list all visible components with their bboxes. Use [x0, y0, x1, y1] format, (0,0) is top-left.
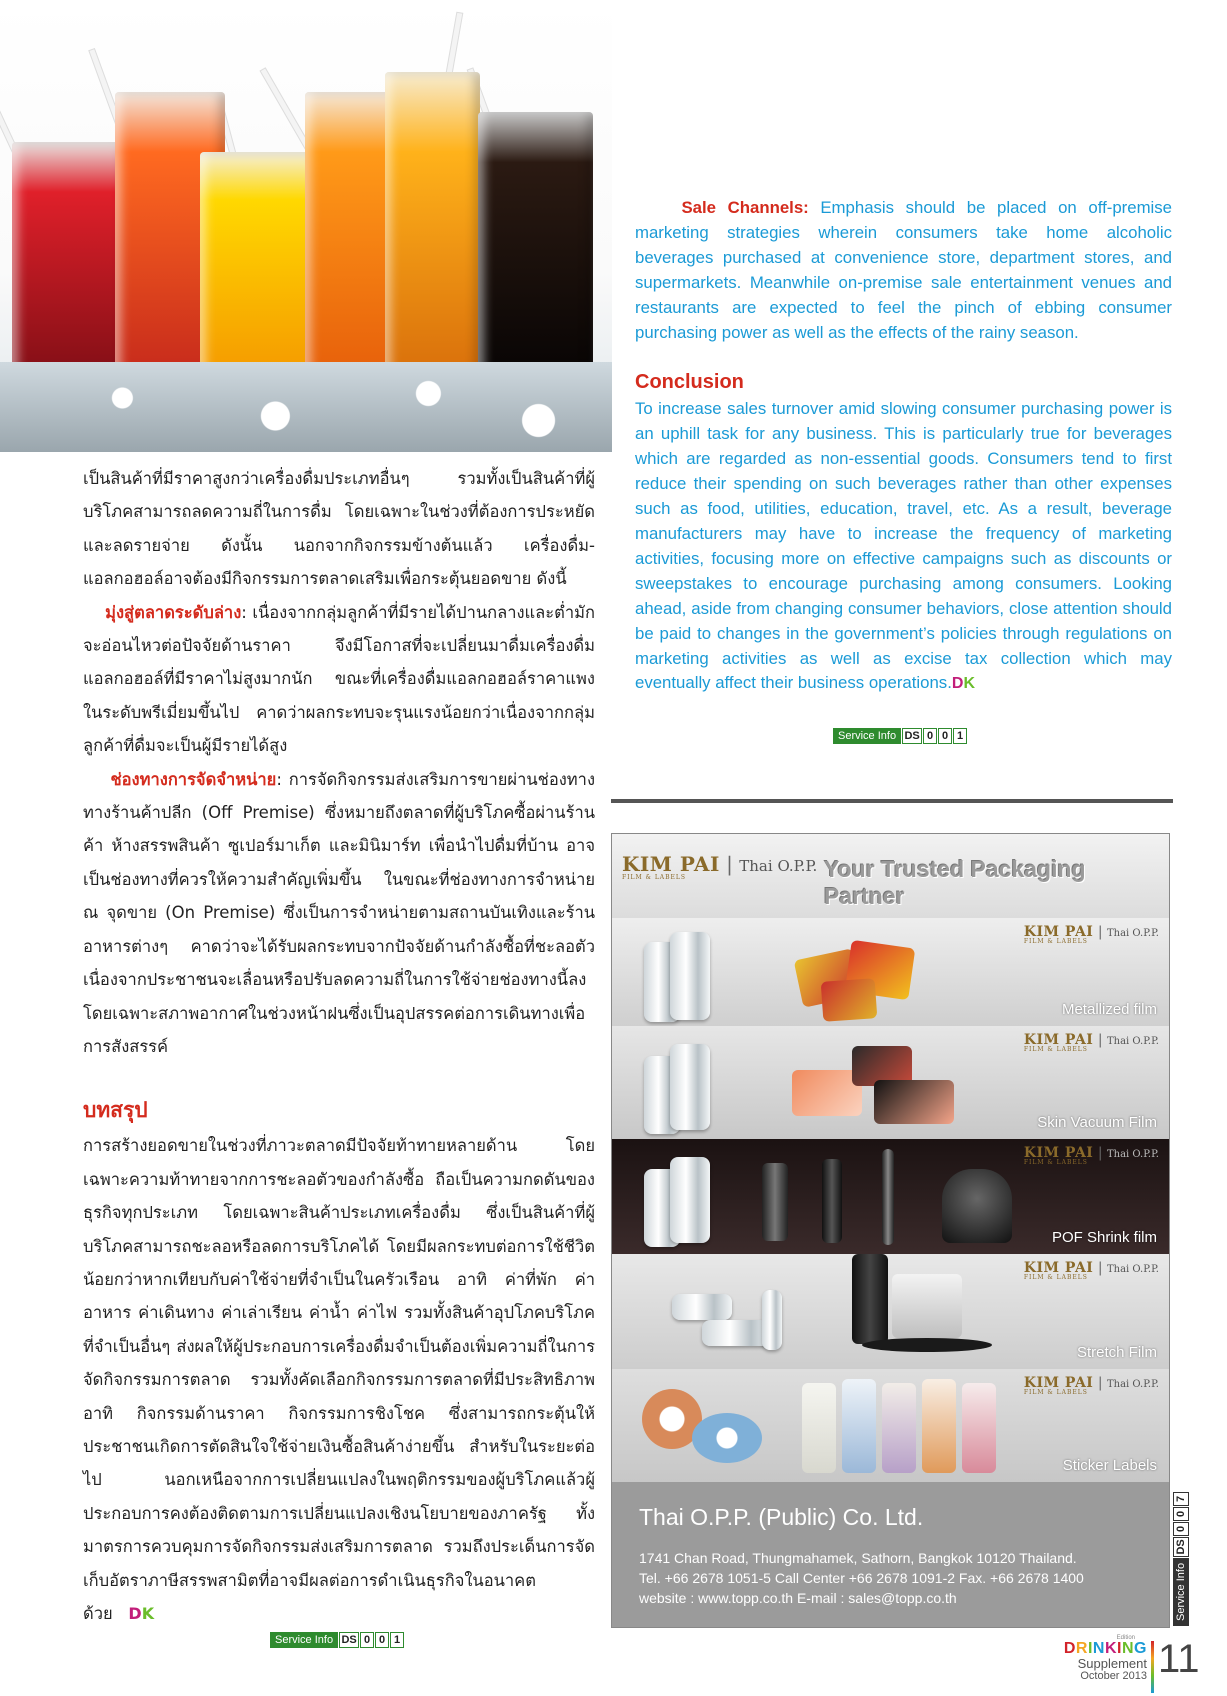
service-info-code: 0 [360, 1632, 374, 1648]
title-letter: D [1063, 1640, 1076, 1657]
edition-label: Edition [1116, 1635, 1135, 1641]
product-band-metallized [612, 918, 1169, 1026]
service-info-code: 1 [390, 1632, 404, 1648]
brand-name: KIM PAI [1023, 1260, 1094, 1276]
ad-contact-footer [612, 1482, 1169, 1627]
label-tube [802, 1383, 836, 1473]
band-brand-logo [1024, 1260, 1159, 1281]
amber-drink-glass [385, 72, 480, 392]
stretch-roll [672, 1294, 732, 1320]
company-web: website : www.topp.co.th E-mail : sales@topp.co.th [639, 1590, 957, 1606]
service-info-code: 0 [1173, 1522, 1189, 1536]
product-name: Skin Vacuum Film [1037, 1114, 1157, 1131]
service-info-code: DS [902, 728, 922, 744]
brand-partner: Thai O.P.P. [1106, 1264, 1159, 1275]
food-tray [874, 1080, 954, 1124]
dk-k: K [141, 1604, 155, 1623]
service-info-badge [270, 1632, 404, 1648]
thai-market-text: : เนื่องจากกลุ่มลูกค้าที่มีรายได้ปานกลางและต่ำมักจะอ่อนไหวต่อปัจจัยด้านราคา จึงมีโอกาสที่จะเปลี่ยนมาดื่มเครื่องดื่มแอลกอฮอล์ที่มีราคาไม่สูงมากนัก ขณะที่เครื่องดื่มแอลกอฮอล์ราคาแพงในระดับพรีเมี่ยมขึ้นไป คาดว่าผลกระทบจะรุนแรงน้อยกว่าเนื่องจากกลุ่มลูกค้าที่ดื่มจะเป็นผู้มีรายได้สูง [83, 602, 595, 756]
service-info-code: 7 [1173, 1492, 1189, 1506]
brand-sub: FILM & LABELS [1023, 1274, 1088, 1281]
title-letter: G [1134, 1640, 1147, 1657]
product-band-sticker-labels [612, 1369, 1169, 1482]
lamp [882, 1149, 894, 1245]
company-phone: Tel. +66 2678 1051-5 Call Center +66 2678 1091-2 Fax. +66 2678 1400 [639, 1570, 1084, 1586]
service-info-badge [833, 728, 967, 744]
title-letter: I [1117, 1640, 1122, 1657]
brand-sub: FILM & LABELS [1023, 938, 1088, 945]
title-letter: I [1087, 1640, 1093, 1657]
service-info-code: DS [1173, 1537, 1189, 1557]
film-roll [670, 1157, 710, 1243]
brand-name: KIM PAI [622, 852, 720, 876]
film-roll [670, 932, 710, 1020]
ad-header [612, 834, 1169, 918]
dome-cover [942, 1169, 1012, 1243]
thai-conclusion-heading: บทสรุป [83, 1098, 148, 1123]
page-number: 11 [1158, 1637, 1200, 1681]
english-conclusion-text: To increase sales turnover amid slowing consumer purchasing power is an uphill task for any business. This is particularly true for beverages which are regarded as non-essential goods. Consumers tend to first reduce their spending on such beverages rather than other expenses such as food, utilities, education, travel, etc. As a result, beverage manufacturers may have to increase the frequency of marketing activities, focusing more on effective campaigns such as discounts or sweepstakes to encourage purchasing among consumers. Looking ahead, aside from changing consumer behaviors, close attention should be paid to changes in the government’s policies through regulations on marketing activities as well as excise tax collection which may eventually affect their business operations. [635, 399, 1172, 693]
thai-market-paragraph [83, 596, 595, 763]
thai-conclusion-text: การสร้างยอดขายในช่วงที่ภาวะตลาดมีปัจจัยท้าทายหลายด้าน โดยเฉพาะความท้าทายจากการชะลอตัวของกำลังซื้อ ถือเป็นความกดดันของธุรกิจทุกประเภท โดยเฉพาะสินค้าประเภทเครื่องดื่ม ซึ่งเป็นสินค้าที่ผู้บริโภคสามารถชะลอหรือลดการบริโภคได้ โดยมีผลกระทบต่อการใช้ชีวิตน้อยกว่าหากเทียบกับค่าใช้จ่ายที่จำเป็นในครัวเรือน อาทิ ค่าที่พัก ค่าอาหาร ค่าเดินทาง ค่าเล่าเรียน ค่าน้ำ ค่าไฟ รวมทั้งสินค้าอุปโภคบริโภคที่จำเป็นอื่นๆ ส่งผลให้ผู้ประกอบการเครื่องดื่มจำเป็นต้องเพิ่มความถี่ในการจัดกิจกรรมการตลาด รวมทั้งคัดเลือกกิจกรรมการตลาดที่มีประสิทธิภาพ อาทิ กิจกรรมด้านราคา กิจกรรมการชิงโชค ซึ่งสามารถกระตุ้นให้ประชาชนเกิดการตัดสินใจใช้จ่ายเงินซื้อสินค้าง่ายขึ้น สำหรับในระยะต่อไป นอกเหนือจากการเปลี่ยนแปลงในพฤติกรรมของผู้บริโภคแล้วผู้ประกอบการคงต้องติดตามการเปลี่ยนแปลงเชิงนโยบายของภาครัฐ ทั้งมาตรการควบคุมการจัดกิจกรรมส่งเสริมการตลาด รวมถึงประเด็นการจัดเก็บอัตราภาษีสรรพสามิตที่อาจมีผลต่อการดำเนินธุรกิจในอนาคตด้วย [83, 1136, 595, 1623]
service-info-code: DS [339, 1632, 359, 1648]
service-info-label: Service Info [1173, 1558, 1189, 1626]
brand-partner: Thai O.P.P. [1106, 928, 1159, 939]
brand-separator: | [1097, 1260, 1103, 1276]
brand-separator: | [1097, 1145, 1103, 1161]
turntable [862, 1338, 992, 1352]
brand-name: KIM PAI [1023, 1375, 1094, 1391]
title-letter: N [1092, 1640, 1105, 1657]
title-letter: R [1075, 1640, 1088, 1657]
thai-market-heading: มุ่งสู่ตลาดระดับล่าง [105, 602, 242, 622]
thai-conclusion-paragraph [83, 1129, 595, 1630]
label-tube [882, 1383, 916, 1473]
section-divider [611, 799, 1173, 803]
footer-color-bar [1151, 1641, 1154, 1693]
english-sale-text: Emphasis should be placed on off-premise marketing strategies wherein consumers take home alcoholic beverages purchased at convenience store, department stores, and supermarkets. Meanwhile on-premise sale entertainment venues and restaurants are expected to feel the pinch of ebbing consumer purchasing power as well as the effects of the rainy season. [635, 198, 1173, 342]
thai-channel-text: : การจัดกิจกรรมส่งเสริมการขายผ่านช่องทางทางร้านค้าปลีก (Off Premise) ซึ่งหมายถึงตลาดที่ผู้บริโภคซื้อผ่านร้านค้า ห้างสรรพสินค้า ซูเปอร์มาเก็ต และมินิมาร์ท เพื่อนำไปดื่มที่บ้าน อาจเป็นช่องทางที่ควรให้ความสำคัญเพิ่มขึ้น ในขณะที่ช่องทางการจำหน่าย ณ จุดขาย (On Premise) ซึ่งเป็นการจำหน่ายตามสถานบันเทิงและร้านอาหารต่างๆ คาดว่าจะได้รับผลกระทบจากปัจจัยด้านกำลังซื้อที่ชะลอตัว เนื่องจากประชาชนจะเลื่อนหรือปรับลดความถี่ในการใช้จ่ายช่องทางนี้ลง โดยเฉพาะสภาพอากาศในช่วงหน้าฝนซึ่งเป็นอุปสรรคต่อการเดินทางเพื่อการสังสรรค์ [83, 769, 595, 1056]
english-conclusion-heading: Conclusion [635, 371, 744, 394]
service-info-code: 0 [375, 1632, 389, 1648]
publication-logo [1047, 1635, 1147, 1683]
brand-name: KIM PAI [1023, 1145, 1094, 1161]
brand-name: KIM PAI [1023, 924, 1094, 940]
publication-date: October 2013 [1080, 1670, 1147, 1682]
product-band-pof-shrink [612, 1139, 1169, 1254]
company-address: 1741 Chan Road, Thungmahamek, Sathorn, Bangkok 10120 Thailand. [639, 1550, 1077, 1566]
brand-separator: | [1097, 1375, 1103, 1391]
service-info-code: 0 [923, 728, 937, 744]
drinks-photo [0, 0, 612, 452]
brand-separator: | [1097, 1032, 1103, 1048]
service-info-badge [1173, 1486, 1189, 1626]
title-letter: K [1104, 1640, 1118, 1657]
label-tube [922, 1379, 956, 1473]
product-name: POF Shrink film [1051, 1229, 1157, 1246]
publication-subtitle: Supplement [1077, 1656, 1147, 1671]
spray-bottle [762, 1163, 788, 1241]
brand-name: KIM PAI [1023, 1032, 1094, 1048]
service-info-code: 0 [938, 728, 952, 744]
title-letter: N [1121, 1640, 1135, 1657]
ad-brand-logo [622, 852, 817, 881]
brand-partner: Thai O.P.P. [1106, 1149, 1159, 1160]
dk-signoff [128, 1604, 154, 1623]
company-name: Thai O.P.P. (Public) Co. Ltd. [639, 1504, 924, 1530]
cola-drink-glass [478, 112, 593, 392]
service-info-label: Service Info [270, 1632, 338, 1648]
dk-k: K [963, 675, 975, 693]
product-name: Metallized film [1061, 1001, 1157, 1018]
crushed-ice [0, 362, 612, 452]
service-info-code: 1 [953, 728, 967, 744]
brand-separator: | [1097, 924, 1103, 940]
band-brand-logo [1024, 924, 1159, 945]
snack-packet [821, 978, 878, 1022]
band-brand-logo [1024, 1145, 1159, 1166]
thai-channel-heading: ช่องทางการจัดจำหน่าย [110, 769, 277, 789]
brand-partner: Thai O.P.P. [739, 857, 818, 875]
brand-separator: | [726, 852, 733, 876]
dk-signoff [952, 675, 975, 692]
stretch-roll [762, 1290, 782, 1350]
thai-article-column [83, 462, 595, 1630]
service-info-code: 0 [1173, 1507, 1189, 1521]
label-roll [692, 1413, 762, 1463]
bottle [822, 1159, 842, 1243]
english-sale-paragraph [635, 196, 1172, 345]
dk-d: D [128, 1604, 142, 1623]
thai-channel-paragraph [83, 763, 595, 1064]
service-info-badge-vertical [1171, 1486, 1191, 1626]
thai-intro-paragraph: เป็นสินค้าที่มีราคาสูงกว่าเครื่องดื่มประเภทอื่นๆ รวมทั้งเป็นสินค้าที่ผู้บริโภคสามารถลดความถี่ในการดื่ม โดยเฉพาะในช่วงที่ต้องการประหยัดและลดรายจ่าย ดังนั้น นอกจากกิจกรรมข้างต้นแล้ว เครื่องดื่ม-แอลกอฮอล์อาจต้องมีกิจกรรมการตลาดเสริมเพื่อกระตุ้นยอดขาย ดังนี้ [83, 469, 595, 589]
brand-sub: FILM & LABELS [1023, 1159, 1088, 1166]
english-article-column [635, 196, 1172, 697]
label-tube [962, 1383, 996, 1473]
band-brand-logo [1024, 1032, 1159, 1053]
service-info-label: Service Info [833, 728, 901, 744]
product-name: Stretch Film [1076, 1344, 1157, 1361]
brand-sub: FILM & LABELS [622, 874, 687, 881]
film-roll [670, 1044, 710, 1130]
product-band-stretch [612, 1254, 1169, 1369]
brand-partner: Thai O.P.P. [1106, 1036, 1159, 1047]
english-conclusion-paragraph [635, 397, 1172, 697]
kim-pai-advertisement [611, 833, 1170, 1628]
publication-title [1047, 1641, 1147, 1657]
brand-sub: FILM & LABELS [1023, 1389, 1088, 1396]
ad-tagline: Your Trusted Packaging Partner [824, 856, 1086, 909]
product-name: Sticker Labels [1062, 1457, 1157, 1474]
label-tube [842, 1379, 876, 1473]
dk-d: D [951, 675, 964, 693]
red-drink-glass [12, 142, 127, 392]
wrapping-machine [852, 1254, 888, 1344]
band-brand-logo [1024, 1375, 1159, 1396]
wrapped-pallet [892, 1274, 962, 1338]
english-sale-heading: Sale Channels: [681, 198, 809, 217]
brand-partner: Thai O.P.P. [1106, 1379, 1159, 1390]
product-band-skin-vacuum [612, 1026, 1169, 1139]
brand-sub: FILM & LABELS [1023, 1046, 1088, 1053]
yellow-drink-glass [200, 152, 320, 392]
